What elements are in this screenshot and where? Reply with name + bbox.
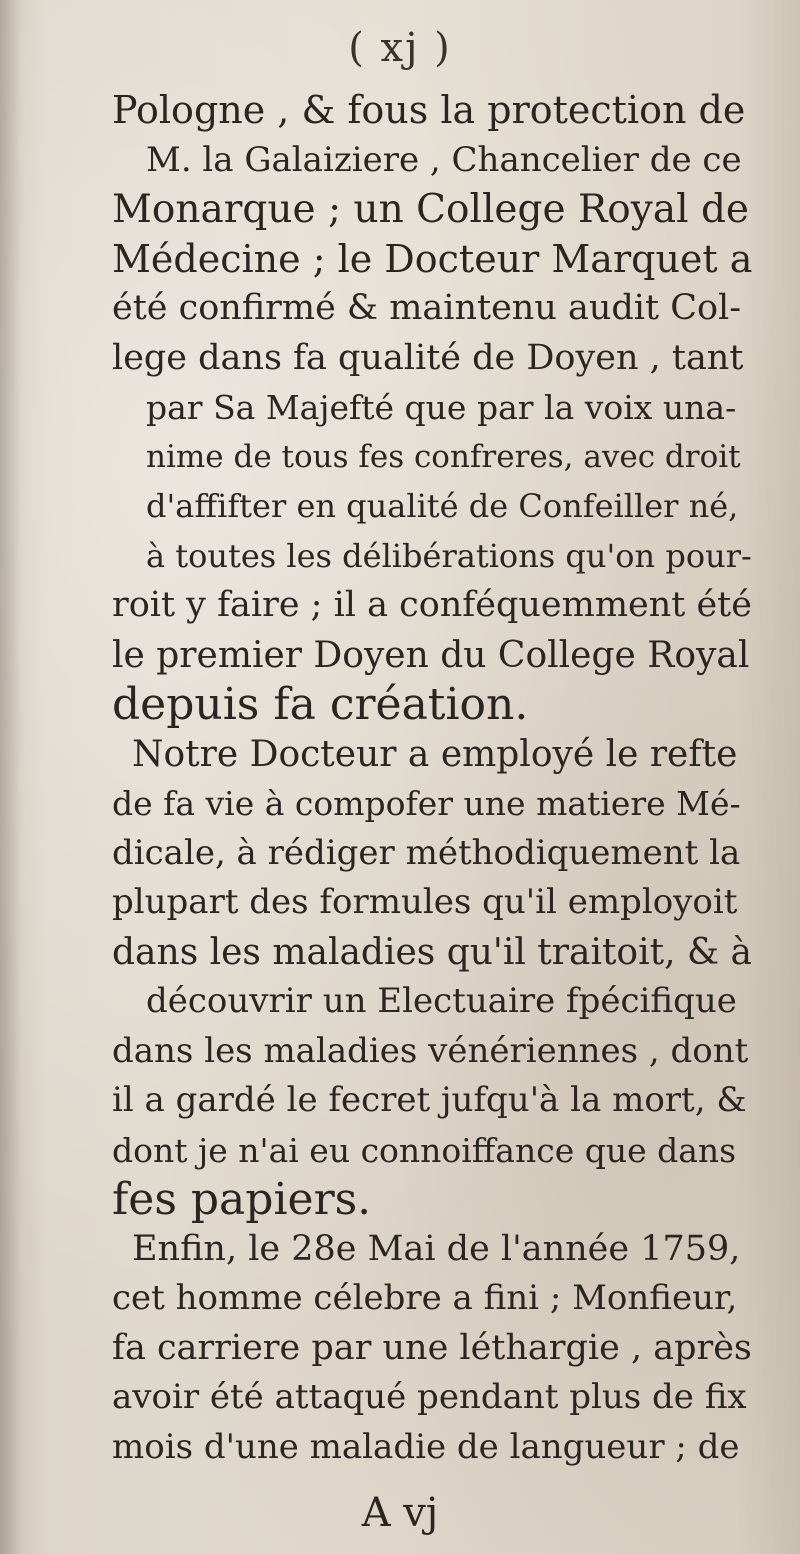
text-line: depuis fa création.	[112, 680, 529, 730]
text-line: d'affifter en qualité de Confeiller né,	[146, 487, 739, 525]
text-line: Pologne , & fous la protection de	[112, 88, 746, 132]
text-line: par Sa Majefté que par la voix una-	[146, 388, 737, 427]
text-line: été confirmé & maintenu audit Col-	[112, 288, 742, 328]
text-line: Enfin, le 28e Mai de l'année 1759,	[132, 1228, 741, 1269]
text-line: Médecine ; le Docteur Marquet a	[112, 236, 752, 281]
text-line: fes papiers.	[112, 1175, 372, 1225]
text-line: fa carriere par une léthargie , après	[112, 1327, 752, 1368]
page-gutter-shadow	[0, 0, 22, 1554]
page-catchword: A vj	[361, 1490, 439, 1536]
text-line: nime de tous fes confreres, avec droit	[146, 438, 741, 475]
text-line: dans les maladies qu'il traitoit, & à	[112, 931, 752, 973]
text-line: de fa vie à compofer une matiere Mé-	[112, 784, 741, 823]
text-line: dicale, à rédiger méthodiquement la	[112, 832, 741, 873]
text-line: à toutes les délibérations qu'on pour-	[146, 536, 752, 575]
page-signature: ( xj )	[348, 25, 452, 71]
text-line: découvrir un Electuaire fpécifique	[146, 981, 737, 1021]
text-line: il a gardé le fecret jufqu'à la mort, &	[112, 1080, 747, 1120]
text-line: M. la Galaiziere , Chancelier de ce	[146, 139, 742, 180]
text-line: dans les maladies vénériennes , dont	[112, 1030, 749, 1071]
text-line: cet homme célebre a fini ; Monfieur,	[112, 1278, 738, 1318]
text-line: avoir été attaqué pendant plus de fix	[112, 1377, 747, 1417]
text-line: dont je n'ai eu connoiffance que dans	[112, 1130, 737, 1170]
body-text	[112, 86, 752, 1472]
text-line: Monarque ; un College Royal de	[112, 187, 749, 232]
text-line: lege dans fa qualité de Doyen , tant	[112, 337, 744, 378]
text-line: mois d'une maladie de langueur ; de	[112, 1426, 740, 1467]
text-line: le premier Doyen du College Royal	[112, 634, 750, 676]
text-line: Notre Docteur a employé le refte	[132, 733, 738, 775]
text-line: plupart des formules qu'il employoit	[112, 882, 738, 922]
text-line: roit y faire ; il a conféquemment été	[112, 585, 752, 625]
